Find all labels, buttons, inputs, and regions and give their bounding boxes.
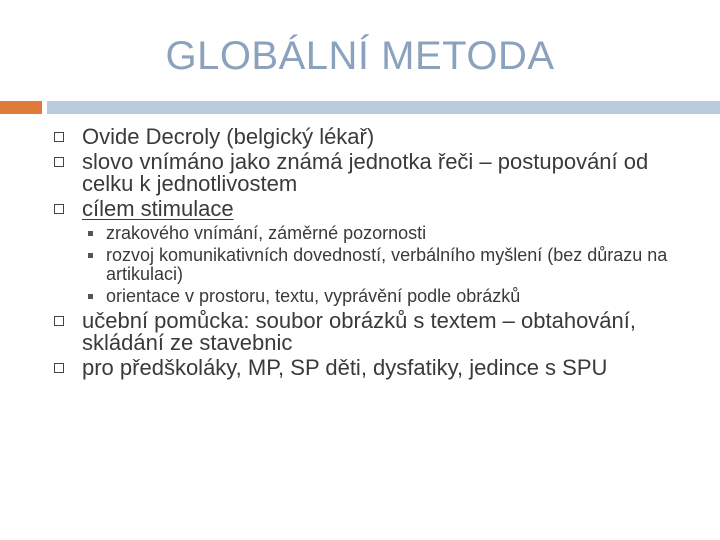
sub-list <box>0 224 720 306</box>
square-bullet-icon <box>54 363 64 373</box>
square-bullet-icon <box>54 157 64 167</box>
list-item <box>0 151 720 195</box>
list-item-text: Ovide Decroly (belgický lékař) <box>82 124 375 149</box>
square-bullet-icon <box>54 132 64 142</box>
list-item <box>0 310 720 354</box>
sub-list-item-text: rozvoj komunikativních dovedností, verbálního myšlení (bez důrazu na artikulaci) <box>106 245 668 284</box>
square-bullet-icon <box>54 316 64 326</box>
list-item-text: cílem stimulace <box>82 196 234 221</box>
list-item <box>0 126 720 148</box>
sub-list-item-text: orientace v prostoru, textu, vyprávění podle obrázků <box>106 286 521 306</box>
accent-bar-orange <box>0 101 42 114</box>
list-item <box>0 198 720 220</box>
list-item-text: pro předškoláky, MP, SP děti, dysfatiky, jedince s SPU <box>82 355 608 380</box>
slide-content <box>0 126 720 379</box>
list-item <box>0 357 720 379</box>
sub-list-item <box>0 224 720 243</box>
sub-list-item <box>0 287 720 306</box>
list-item-text: slovo vnímáno jako známá jednotka řeči – postupování od celku k jednotlivostem <box>82 149 649 196</box>
small-square-bullet-icon <box>88 231 93 236</box>
square-bullet-icon <box>54 204 64 214</box>
list-item-text: učební pomůcka: soubor obrázků s textem – obtahování, skládání ze stavebnic <box>82 308 636 355</box>
small-square-bullet-icon <box>88 253 93 258</box>
small-square-bullet-icon <box>88 294 93 299</box>
sub-list-item <box>0 246 720 284</box>
sub-list-item-text: zrakového vnímání, záměrné pozornosti <box>106 223 427 243</box>
accent-bar-blue <box>47 101 720 114</box>
slide-title: GLOBÁLNÍ METODA <box>165 34 555 78</box>
